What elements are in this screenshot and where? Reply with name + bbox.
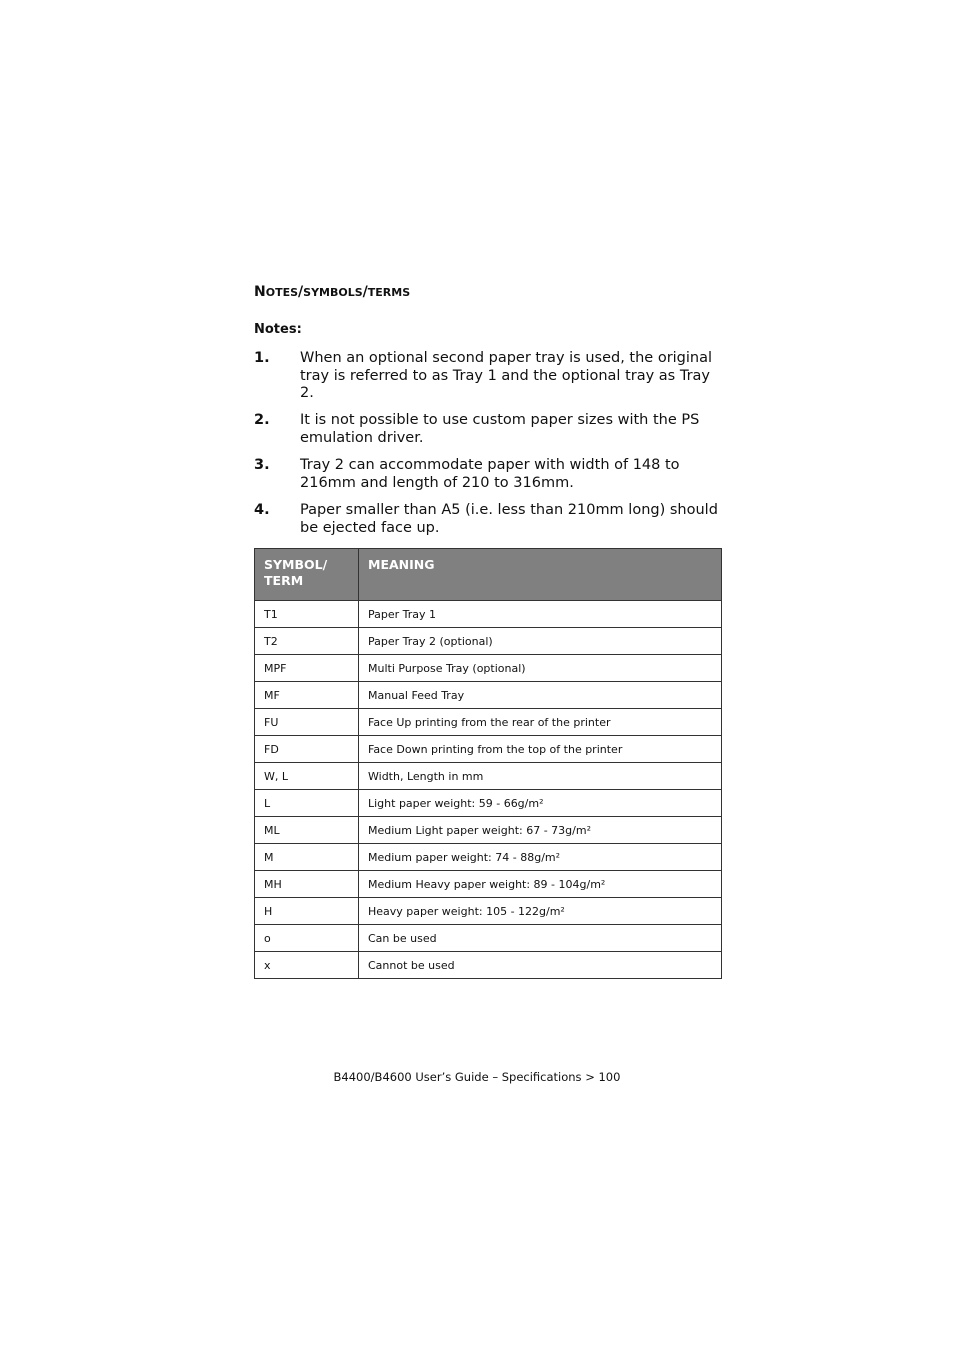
title-separator: / [298,284,304,300]
meaning-cell: Paper Tray 1 [359,601,722,628]
meaning-cell: Width, Length in mm [359,763,722,790]
meaning-cell: Light paper weight: 59 - 66g/m² [359,790,722,817]
note-text: Paper smaller than A5 (i.e. less than 210mm long) should be ejected face up. [300,502,718,536]
note-number: 4. [254,502,270,518]
meaning-cell: Manual Feed Tray [359,682,722,709]
meaning-cell: Medium Light paper weight: 67 - 73g/m² [359,817,722,844]
meaning-cell: Paper Tray 2 (optional) [359,628,722,655]
symbol-cell: W, L [255,763,359,790]
title-rest-notes: OTES [265,286,299,299]
table-row [255,628,722,655]
meaning-cell: Multi Purpose Tray (optional) [359,655,722,682]
note-text: Tray 2 can accommodate paper with width of 148 to 216mm and length of 210 to 316mm. [300,457,680,491]
note-text: When an optional second paper tray is used, the original tray is referred to as Tray 1 and the optional tray as Tray 2. [300,350,713,401]
table-row [255,817,722,844]
header-symbol-term: SYMBOL/ TERM [255,549,359,601]
meaning-cell: Medium Heavy paper weight: 89 - 104g/m² [359,871,722,898]
table-row [255,790,722,817]
table-header-row [255,549,722,601]
symbol-cell: MF [255,682,359,709]
title-terms: TERMS [367,286,411,299]
symbol-cell: M [255,844,359,871]
table-row [255,655,722,682]
symbol-cell: MPF [255,655,359,682]
meaning-cell: Cannot be used [359,952,722,979]
table-row [255,898,722,925]
notes-heading: Notes: [254,322,302,337]
title-symbols: SYMBOLS [303,286,363,299]
header-meaning: MEANING [359,549,722,601]
symbol-cell: o [255,925,359,952]
meaning-cell: Can be used [359,925,722,952]
table-row [255,709,722,736]
note-number: 2. [254,412,270,428]
table-row [255,601,722,628]
table-row [255,763,722,790]
meaning-cell: Medium paper weight: 74 - 88g/m² [359,844,722,871]
table-row [255,925,722,952]
meaning-cell: Face Up printing from the rear of the printer [359,709,722,736]
meaning-cell: Heavy paper weight: 105 - 122g/m² [359,898,722,925]
table-row [255,952,722,979]
table-row [255,736,722,763]
symbol-cell: T2 [255,628,359,655]
symbol-cell: x [255,952,359,979]
table-row [255,682,722,709]
symbol-cell: ML [255,817,359,844]
title-initial: N [254,284,266,300]
symbol-cell: L [255,790,359,817]
symbol-cell: MH [255,871,359,898]
symbol-cell: T1 [255,601,359,628]
page-footer: B4400/B4600 User’s Guide – Specifications > 100 [333,1070,621,1084]
note-number: 3. [254,457,270,473]
symbol-cell: FU [255,709,359,736]
symbols-terms-table [254,548,722,979]
table-row [255,844,722,871]
meaning-cell: Face Down printing from the top of the printer [359,736,722,763]
title-separator: / [362,284,368,300]
symbol-cell: FD [255,736,359,763]
symbol-cell: H [255,898,359,925]
table-row [255,871,722,898]
note-text: It is not possible to use custom paper sizes with the PS emulation driver. [300,412,700,446]
note-number: 1. [254,350,270,366]
section-title [254,284,410,300]
